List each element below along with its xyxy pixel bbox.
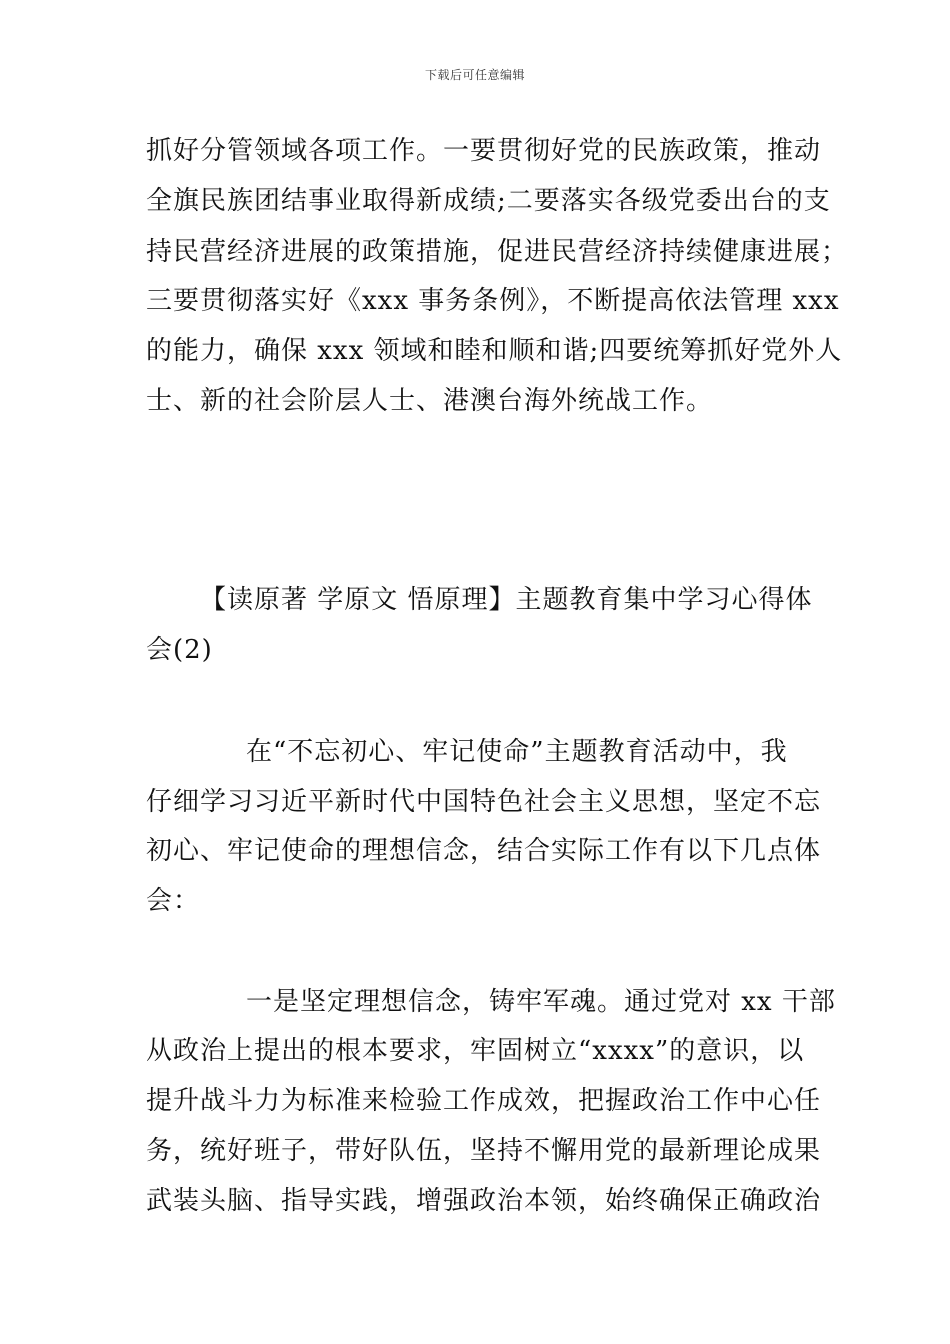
paragraph-line: 仔细学习习近平新时代中国特色社会主义思想，坚定不忘	[146, 787, 822, 817]
paragraph-line: 三要贯彻落实好《xxx 事务条例》，不断提高依法管理 xxx	[146, 286, 840, 316]
paragraph-line: 会：	[146, 886, 201, 916]
title-line: 【读原著 学原文 悟原理】主题教育集中学习心得体	[200, 585, 813, 615]
paragraph-line: 提升战斗力为标准来检验工作成效，把握政治工作中心任	[146, 1086, 822, 1116]
paragraph-line: 初心、牢记使命的理想信念，结合实际工作有以下几点体	[146, 836, 822, 866]
paragraph-line: 抓好分管领域各项工作。一要贯彻好党的民族政策，推动	[146, 136, 822, 166]
paragraph-line: 一是坚定理想信念，铸牢军魂。通过党对 xx 干部	[246, 987, 836, 1017]
page-header: 下载后可任意编辑	[424, 68, 525, 82]
paragraph-line: 全旗民族团结事业取得新成绩;二要落实各级党委出台的支	[146, 186, 831, 216]
paragraph-line: 在“不忘初心、牢记使命”主题教育活动中，我	[246, 737, 788, 767]
paragraph-line: 持民营经济进展的政策措施，促进民营经济持续健康进展；	[146, 237, 849, 267]
title-line: 会(2)	[146, 635, 213, 665]
paragraph-line: 务，统好班子，带好队伍，坚持不懈用党的最新理论成果	[146, 1136, 822, 1166]
paragraph-line: 士、新的社会阶层人士、港澳台海外统战工作。	[146, 386, 714, 416]
paragraph-line: 从政治上提出的根本要求，牢固树立“xxxx”的意识，以	[146, 1036, 805, 1066]
paragraph-line: 的能力，确保 xxx 领域和睦和顺和谐;四要统筹抓好党外人	[146, 336, 843, 366]
paragraph-line: 武装头脑、指导实践，增强政治本领，始终确保正确政治	[146, 1186, 822, 1216]
